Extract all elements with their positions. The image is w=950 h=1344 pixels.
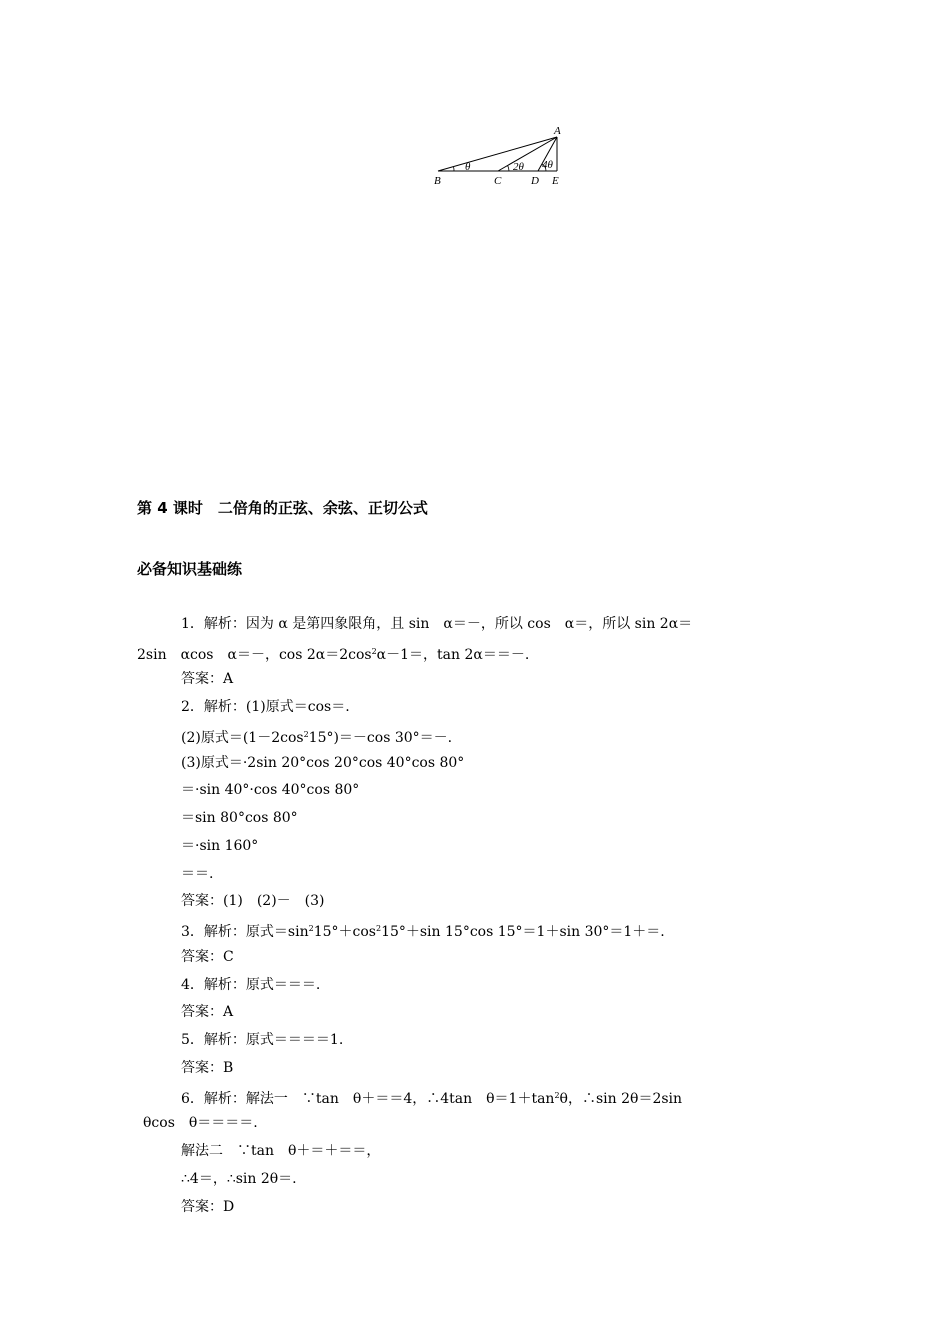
- answer-3: 答案：C: [181, 949, 234, 965]
- label-theta: θ: [465, 161, 471, 173]
- label-2theta: 2θ: [513, 161, 524, 173]
- text-segment: 15°)＝－cos 30°＝－.: [308, 730, 453, 746]
- superscript: 2: [308, 924, 314, 933]
- lesson-title: 第 4 课时 二倍角的正弦、余弦、正切公式: [137, 499, 428, 517]
- label-A: A: [554, 125, 561, 137]
- angle-arc-theta: [454, 167, 455, 171]
- solution-line-2: [137, 643, 529, 664]
- solution-line-6-3: 解法二 ∵tan θ＋＝＋＝＝，: [181, 1143, 381, 1159]
- solution-line-4: 4．解析：原式＝＝＝.: [181, 977, 321, 993]
- label-B: B: [434, 175, 441, 187]
- line-BA: [438, 137, 557, 171]
- label-4theta: 4θ: [542, 159, 553, 171]
- solution-line-2-7: ＝＝.: [181, 866, 214, 882]
- text-segment: θ，∴sin 2θ＝2sin: [559, 1091, 683, 1107]
- answer-6: 答案：D: [181, 1199, 235, 1215]
- superscript: 2: [375, 924, 382, 933]
- answer-2: 答案：(1) (2)－ (3): [181, 893, 325, 909]
- text-segment: 6．解析：解法一 ∵tan θ＋＝＝4，∴4tan θ＝1＋tan: [181, 1091, 555, 1107]
- superscript: 2: [371, 647, 377, 656]
- triangle-diagram: [428, 120, 568, 192]
- text-segment: 3．解析：原式＝sin: [181, 924, 309, 940]
- solution-line-6-1: [181, 1087, 682, 1108]
- text-segment: 15°＋cos: [313, 924, 376, 940]
- solution-line-5: 5．解析：原式＝＝＝＝1.: [181, 1032, 344, 1048]
- angle-arc-2theta: [508, 166, 509, 171]
- solution-line-2-2: [181, 726, 452, 747]
- answer-4: 答案：A: [181, 1004, 234, 1020]
- solution-line-2-4: ＝·sin 40°·cos 40°cos 80°: [181, 782, 360, 798]
- text-segment: 2sin αcos α＝－，cos 2α＝2cos: [137, 647, 372, 663]
- solution-line-1: 1．解析：因为 α 是第四象限角，且 sin α＝－，所以 cos α＝，所以 sin 2α＝: [181, 616, 693, 632]
- superscript: 2: [554, 1091, 560, 1100]
- label-D: D: [531, 175, 539, 187]
- text-segment: 15°＋sin 15°cos 15°＝1＋sin 30°＝1＋＝.: [381, 924, 665, 940]
- superscript: 2: [303, 730, 309, 739]
- text-segment: (2)原式＝(1－2cos: [181, 730, 304, 746]
- triangle-figure: [428, 120, 568, 192]
- text-segment: α－1＝，tan 2α＝＝－.: [376, 647, 530, 663]
- answer-5: 答案：B: [181, 1060, 234, 1076]
- solution-line-2-3: (3)原式＝·2sin 20°cos 20°cos 40°cos 80°: [181, 755, 465, 771]
- solution-line-3: [181, 920, 665, 941]
- label-E: E: [552, 175, 559, 187]
- solution-line-2-6: ＝·sin 160°: [181, 838, 259, 854]
- section-heading: 必备知识基础练: [137, 560, 243, 578]
- solution-line-6-4: ∴4＝，∴sin 2θ＝.: [181, 1171, 297, 1187]
- solution-line-2-1: 2．解析：(1)原式＝cos＝.: [181, 699, 350, 715]
- solution-line-6-2: θcos θ＝＝＝＝.: [143, 1115, 258, 1131]
- label-C: C: [494, 175, 502, 187]
- answer-1: 答案：A: [181, 671, 234, 687]
- solution-line-2-5: ＝sin 80°cos 80°: [181, 810, 298, 826]
